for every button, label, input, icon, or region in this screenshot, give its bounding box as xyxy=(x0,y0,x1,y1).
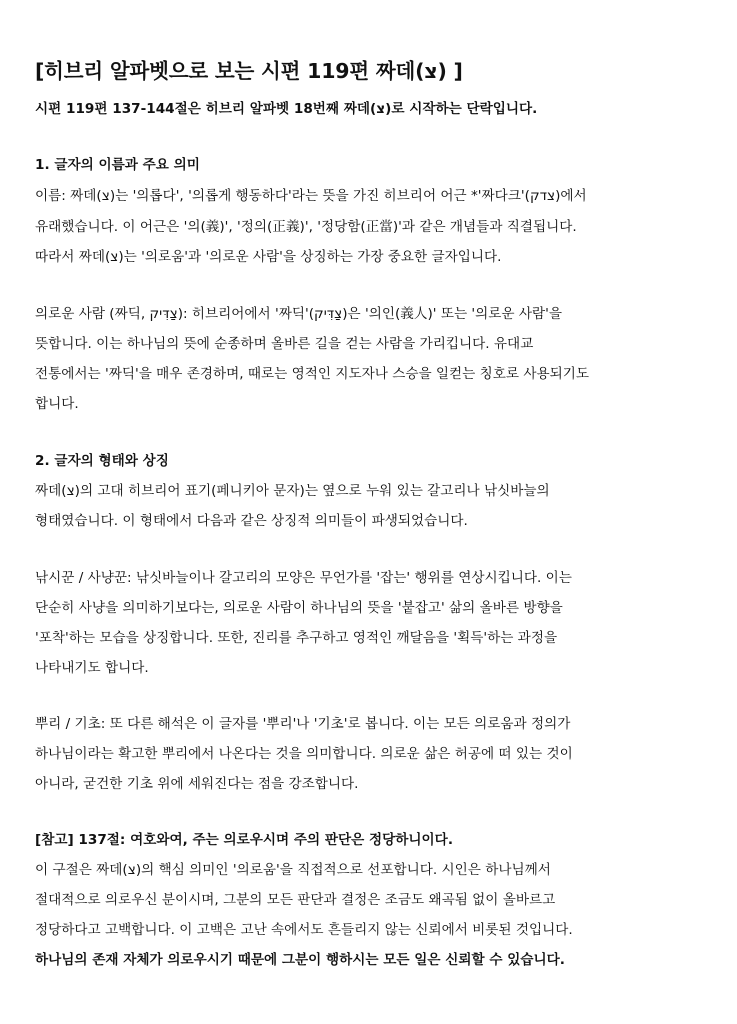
root-paragraph-line: 하나님이라는 확고한 뿌리에서 나온다는 것을 의미합니다. 의로운 삶은 허공에 떠 있는 것이 xyxy=(35,746,573,762)
note-heading: [참고] 137절: 여호와여, 주는 의로우시며 주의 판단은 정당하니이다. xyxy=(35,832,453,848)
section1-paragraph-line: 따라서 짜데(צ)는 '의로움'과 '의로운 사람'을 상징하는 가장 중요한 글자입니다. xyxy=(35,249,502,265)
conclusion-text: 하나님의 존재 자체가 의로우시기 때문에 그분이 행하시는 모든 일은 신뢰할 수 있습니다. xyxy=(35,952,565,968)
tzaddik-paragraph-line: 전통에서는 '짜딕'을 매우 존경하며, 때로는 영적인 지도자나 스승을 일컫는 칭호로 사용되기도 xyxy=(35,366,590,382)
fisherman-paragraph-line: 낚시꾼 / 사냥꾼: 낚싯바늘이나 갈고리의 모양은 무언가를 '잡는' 행위를 연상시킵니다. 이는 xyxy=(35,570,572,586)
root-paragraph-line: 뿌리 / 기초: 또 다른 해석은 이 글자를 '뿌리'나 '기초'로 봅니다. 이는 모든 의로움과 정의가 xyxy=(35,716,571,732)
tzaddik-paragraph-line: 합니다. xyxy=(35,396,79,412)
fisherman-paragraph-line: 단순히 사냥을 의미하기보다는, 의로운 사람이 하나님의 뜻을 '붙잡고' 삶의 올바른 방향을 xyxy=(35,600,563,616)
section1-paragraph-line: 유래했습니다. 이 어근은 '의(義)', '정의(正義)', '정당함(正當)'과 같은 개념들과 직결됩니다. xyxy=(35,219,577,235)
note-paragraph-line: 절대적으로 의로우신 분이시며, 그분의 모든 판단과 결정은 조금도 왜곡됨 없이 올바르고 xyxy=(35,892,556,908)
section1-heading: 1. 글자의 이름과 주요 의미 xyxy=(35,157,200,173)
fisherman-paragraph-line: '포착'하는 모습을 상징합니다. 또한, 진리를 추구하고 영적인 깨달음을 '획득'하는 과정을 xyxy=(35,630,558,646)
page-title: [히브리 알파벳으로 보는 시편 119편 짜데(צ) ] xyxy=(35,59,463,83)
fisherman-paragraph-line: 나타내기도 합니다. xyxy=(35,660,149,676)
intro-text: 시편 119편 137-144절은 히브리 알파벳 18번째 짜데(צ)로 시작하는 단락입니다. xyxy=(35,101,538,117)
section2-paragraph-line: 형태였습니다. 이 형태에서 다음과 같은 상징적 의미들이 파생되었습니다. xyxy=(35,513,468,529)
note-paragraph-line: 이 구절은 짜데(צ)의 핵심 의미인 '의로움'을 직접적으로 선포합니다. 시인은 하나님께서 xyxy=(35,862,551,878)
root-paragraph-line: 아니라, 굳건한 기초 위에 세워진다는 점을 강조합니다. xyxy=(35,776,359,792)
section2-heading: 2. 글자의 형태와 상징 xyxy=(35,453,169,469)
note-paragraph-line: 정당하다고 고백합니다. 이 고백은 고난 속에서도 흔들리지 않는 신뢰에서 비롯된 것입니다. xyxy=(35,922,573,938)
section2-paragraph-line: 짜데(צ)의 고대 히브리어 표기(페니키아 문자)는 옆으로 누워 있는 갈고리나 낚싯바늘의 xyxy=(35,483,550,499)
tzaddik-paragraph-line: 뜻합니다. 이는 하나님의 뜻에 순종하며 올바른 길을 걷는 사람을 가리킵니다. 유대교 xyxy=(35,336,534,352)
section1-paragraph-line: 이름: 짜데(צ)는 '의롭다', '의롭게 행동하다'라는 뜻을 가진 히브리어 어근 *'짜다크'(צדק)에서 xyxy=(35,188,587,204)
tzaddik-paragraph-line: 의로운 사람 (짜딕, צַדִּיק): 히브리어에서 '짜딕'(צַדִּיק)은 '의인(義人)' 또는 '의로운 사람'을 xyxy=(35,306,562,322)
